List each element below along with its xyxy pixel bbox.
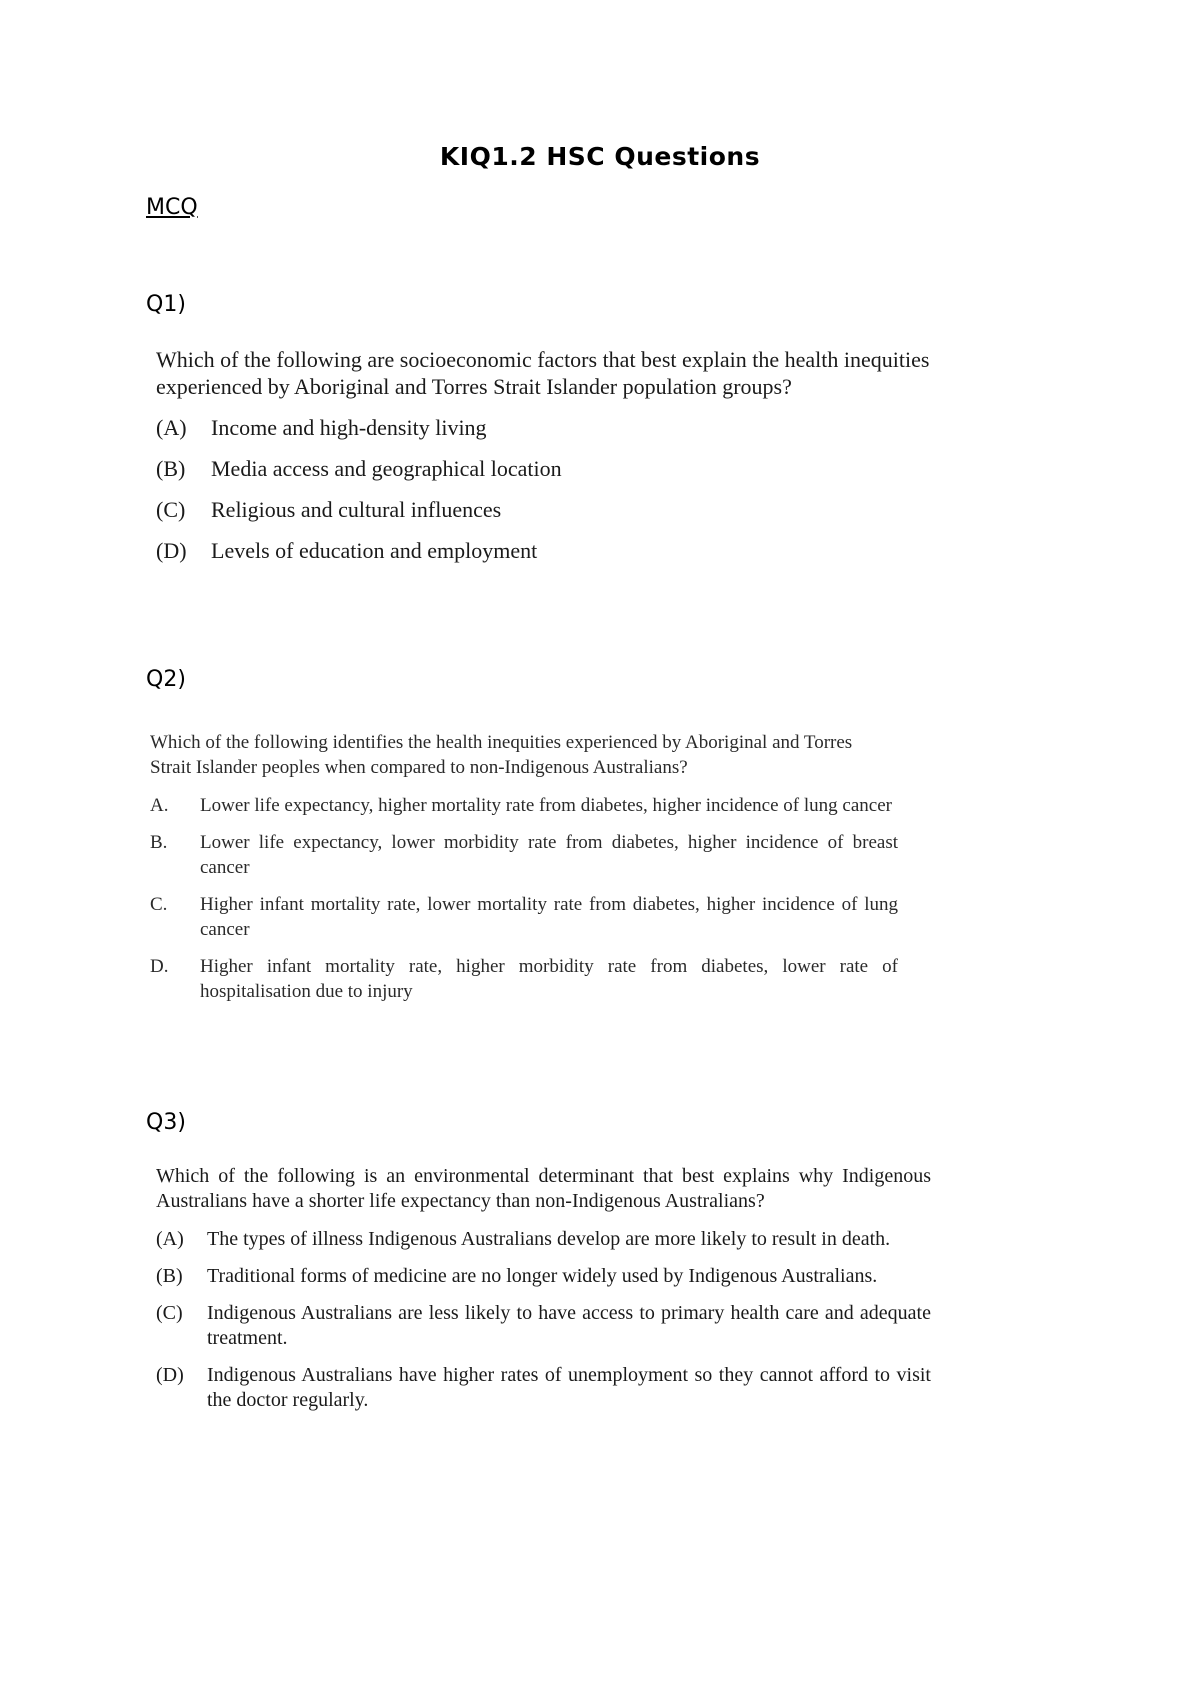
question-stem: Which of the following is an environmental determinant that best explains why Indigenous Australians have a shorter life expectancy than non-Indigenous Australians? — [156, 1165, 931, 1212]
option-letter: (B) — [156, 456, 186, 481]
page-title: KIQ1.2 HSC Questions — [439, 142, 761, 171]
question-3 — [156, 1164, 931, 1425]
answer-option — [156, 1227, 931, 1252]
option-letter: (D) — [156, 1364, 184, 1386]
option-text: Media access and geographical location — [211, 456, 562, 481]
answer-option — [150, 892, 898, 942]
option-text: Traditional forms of medicine are no longer widely used by Indigenous Australians. — [207, 1265, 878, 1287]
option-text: Indigenous Australians have higher rates of unemployment so they cannot afford to visit the doctor regularly. — [207, 1364, 931, 1411]
answer-option — [156, 496, 1006, 523]
answer-option — [156, 537, 1006, 564]
answer-option — [156, 455, 1006, 482]
question-stem: Which of the following identifies the health inequities experienced by Aboriginal and Torres Strait Islander peoples when compared to non-Indigenous Australians? — [150, 732, 853, 778]
answer-option — [156, 1301, 931, 1351]
option-letter: D. — [150, 956, 169, 977]
option-text: Levels of education and employment — [211, 538, 538, 563]
option-letter: C. — [150, 894, 168, 915]
option-letter: (A) — [156, 1228, 184, 1250]
answer-option — [156, 1363, 931, 1413]
option-text: Higher infant mortality rate, higher morbidity rate from diabetes, lower rate of hospitalisation due to injury — [200, 956, 898, 1002]
question-2 — [150, 730, 898, 1016]
option-letter: B. — [150, 832, 168, 853]
section-heading-mcq: MCQ — [146, 195, 198, 220]
question-1 — [156, 346, 1006, 578]
option-letter: (C) — [156, 1302, 183, 1324]
option-letter: A. — [150, 795, 169, 816]
answer-option — [150, 793, 898, 818]
option-letter: (C) — [156, 497, 186, 522]
question-stem: Which of the following are socioeconomic factors that best explain the health inequities experienced by Aboriginal and Torres Strait Islander population groups? — [156, 347, 930, 399]
option-text: Indigenous Australians are less likely to have access to primary health care and adequate treatment. — [207, 1302, 931, 1349]
question-label: Q1) — [146, 292, 186, 317]
option-text: Lower life expectancy, lower morbidity rate from diabetes, higher incidence of breast cancer — [200, 832, 898, 878]
answer-option — [150, 954, 898, 1004]
option-text: Lower life expectancy, higher mortality rate from diabetes, higher incidence of lung cancer — [200, 795, 892, 816]
answer-option — [150, 830, 898, 880]
option-letter: (B) — [156, 1265, 183, 1287]
option-letter: (D) — [156, 538, 187, 563]
option-text: Religious and cultural influences — [211, 497, 502, 522]
option-text: Higher infant mortality rate, lower mortality rate from diabetes, higher incidence of lung cancer — [200, 894, 898, 940]
option-letter: (A) — [156, 415, 187, 440]
answer-option — [156, 1264, 931, 1289]
option-text: Income and high-density living — [211, 415, 487, 440]
question-label: Q2) — [146, 667, 186, 692]
answer-option — [156, 414, 1006, 441]
option-text: The types of illness Indigenous Australians develop are more likely to result in death. — [207, 1228, 891, 1250]
question-label: Q3) — [146, 1110, 186, 1135]
